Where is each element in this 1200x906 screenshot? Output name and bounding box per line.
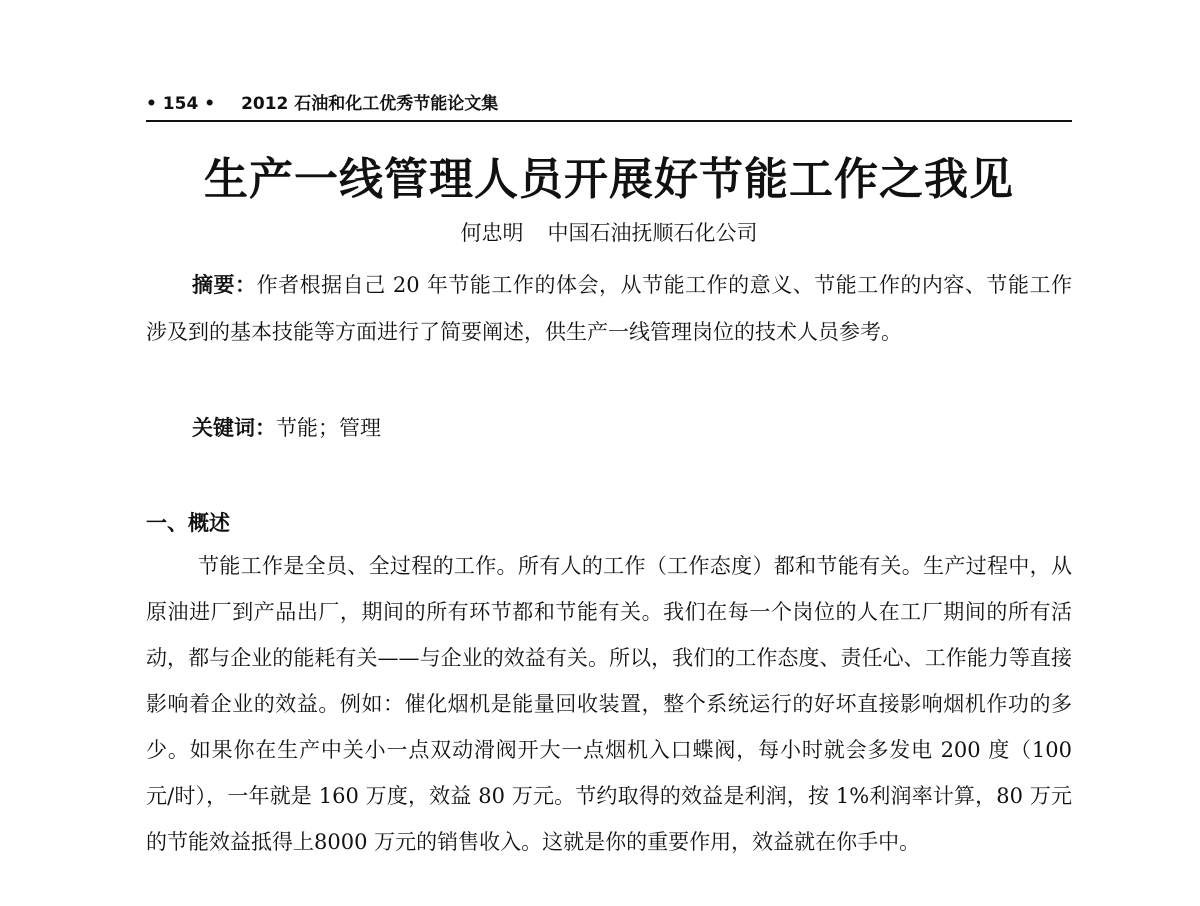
section-heading-overview: 一、概述 — [146, 511, 230, 535]
running-header — [146, 90, 1072, 122]
page-number: • 154 • — [146, 94, 216, 114]
keywords-text: 节能；管理 — [276, 416, 381, 440]
body-paragraph: 节能工作是全员、全过程的工作。所有人的工作（工作态度）都和节能有关。生产过程中，从原油进厂到产品出厂，期间的所有环节都和节能有关。我们在每一个岗位的人在工厂期间的所有活动，都与企业的能耗有关——与企业的效益有关。所以，我们的工作态度、责任心、工作能力等直接影响着企业的效益。例如：催化烟机是能量回收装置，整个系统运行的好坏直接影响烟机作功的多少。如果你在生产中关小一点双动滑阀开大一点烟机入口蝶阀，每小时就会多发电 200 度（100 元/时），一年就是 160 万度，效益 80 万元。节约取得的效益是利润，按 1%利润率计算，80 万元的节能效益抵得上8000 万元的销售收入。这就是你的重要作用，效益就在你手中。 — [146, 554, 1072, 854]
abstract — [146, 262, 1072, 356]
article-title: 生产一线管理人员开展好节能工作之我见 — [204, 154, 1014, 205]
keywords-label: 关键词： — [192, 416, 276, 440]
byline — [146, 216, 1072, 250]
author-name: 何忠明 — [460, 221, 524, 245]
keywords — [146, 405, 1072, 452]
abstract-text: 作者根据自己 20 年节能工作的体会，从节能工作的意义、节能工作的内容、节能工作涉及到的基本技能等方面进行了简要阐述，供生产一线管理岗位的技术人员参考。 — [146, 273, 1072, 344]
abstract-label: 摘要： — [192, 273, 257, 297]
author-affiliation: 中国石油抚顺石化公司 — [547, 221, 758, 245]
collection-title: 2012 石油和化工优秀节能论文集 — [241, 94, 499, 114]
